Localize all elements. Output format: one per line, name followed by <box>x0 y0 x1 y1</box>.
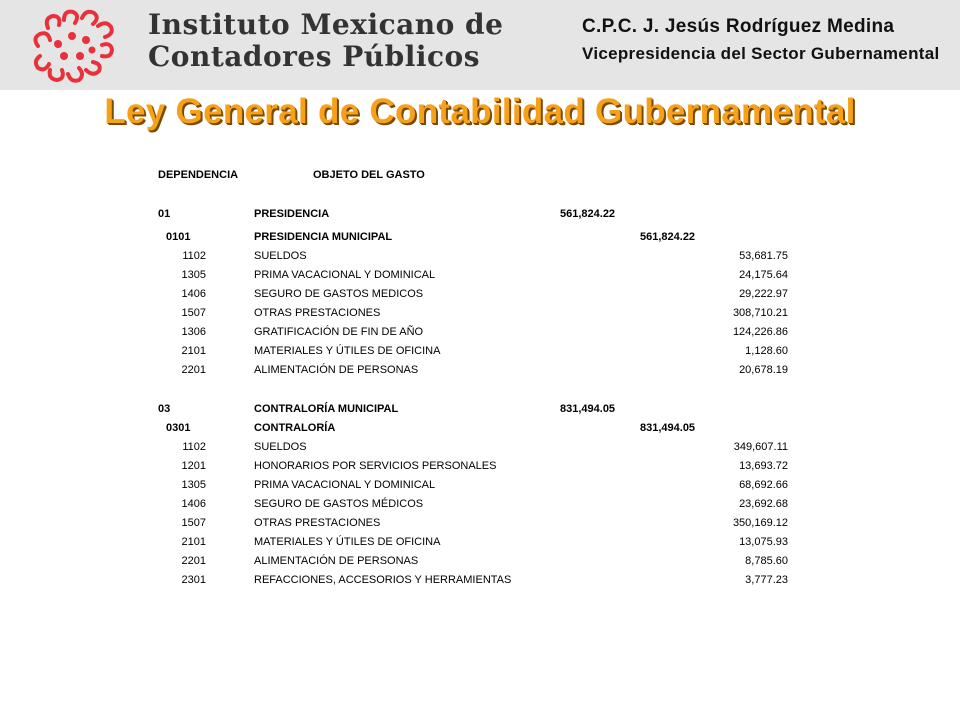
row-amount: 1,128.60 <box>745 345 788 357</box>
row-amount: 831,494.05 <box>560 403 616 415</box>
institute-name-line1: Instituto Mexicano de <box>148 8 504 41</box>
row-code: 1102 <box>182 250 206 262</box>
row-code: 1305 <box>181 479 206 491</box>
row-description: PRIMA VACACIONAL Y DOMINICAL <box>254 479 436 491</box>
row-code: 2101 <box>181 345 206 357</box>
presenter-name: C.P.C. J. Jesús Rodríguez Medina <box>582 16 895 37</box>
row-description: OTRAS PRESTACIONES <box>254 307 381 319</box>
row-amount: 561,824.22 <box>560 208 616 220</box>
row-description: REFACCIONES, ACCESORIOS Y HERRAMIENTAS <box>254 574 512 586</box>
row-code: 03 <box>158 403 171 415</box>
row-code: 2101 <box>181 536 206 548</box>
row-code: 2301 <box>181 574 206 586</box>
row-code: 1102 <box>182 441 206 453</box>
row-code: 1201 <box>181 460 206 472</box>
institute-name-line2: Contadores Públicos <box>148 40 480 73</box>
row-description: CONTRALORÍA MUNICIPAL <box>254 403 399 415</box>
row-description: SEGURO DE GASTOS MEDICOS <box>254 288 424 300</box>
presenter-role: Vicepresidencia del Sector Gubernamental <box>582 44 940 63</box>
row-amount: 23,692.68 <box>739 498 788 510</box>
row-code: 1406 <box>181 498 206 510</box>
row-code: 2201 <box>181 555 206 567</box>
row-description: PRESIDENCIA <box>254 208 330 220</box>
row-code: 2201 <box>181 364 206 376</box>
row-amount: 308,710.21 <box>732 307 788 319</box>
row-code: 01 <box>158 208 171 220</box>
row-amount: 29,222.97 <box>739 288 788 300</box>
row-amount: 13,693.72 <box>739 460 788 472</box>
row-description: MATERIALES Y ÚTILES DE OFICINA <box>254 536 441 548</box>
row-description: OTRAS PRESTACIONES <box>254 517 381 529</box>
row-description: PRIMA VACACIONAL Y DOMINICAL <box>254 269 436 281</box>
row-code: 1507 <box>181 307 206 319</box>
slide-title: Ley General de Contabilidad Gubernamental <box>104 92 856 131</box>
row-code: 0301 <box>166 422 191 434</box>
row-amount: 8,785.60 <box>745 555 788 567</box>
row-description: CONTRALORÍA <box>254 422 336 434</box>
row-amount: 349,607.11 <box>733 441 788 453</box>
row-amount: 53,681.75 <box>739 250 788 262</box>
row-description: SEGURO DE GASTOS MÉDICOS <box>254 498 424 510</box>
row-amount: 68,692.66 <box>739 479 788 491</box>
header-objeto-del-gasto: OBJETO DEL GASTO <box>313 169 425 181</box>
row-amount: 124,226.86 <box>732 326 788 338</box>
row-description: PRESIDENCIA MUNICIPAL <box>254 231 393 243</box>
row-code: 1507 <box>181 517 206 529</box>
row-description: ALIMENTACIÓN DE PERSONAS <box>254 364 419 376</box>
row-description: ALIMENTACIÓN DE PERSONAS <box>254 555 419 567</box>
row-amount: 350,169.12 <box>732 517 788 529</box>
row-amount: 13,075.93 <box>739 536 788 548</box>
row-amount: 3,777.23 <box>745 574 788 586</box>
row-amount: 20,678.19 <box>739 364 788 376</box>
row-code: 1306 <box>181 326 206 338</box>
row-description: SUELDOS <box>254 250 307 262</box>
row-description: MATERIALES Y ÚTILES DE OFICINA <box>254 345 441 357</box>
header-dependencia: DEPENDENCIA <box>158 169 239 181</box>
row-amount: 561,824.22 <box>640 231 696 243</box>
row-code: 1406 <box>181 288 206 300</box>
row-description: GRATIFICACIÓN DE FIN DE AÑO <box>254 326 424 338</box>
row-amount: 831,494.05 <box>640 422 696 434</box>
row-description: SUELDOS <box>254 441 307 453</box>
row-description: HONORARIOS POR SERVICIOS PERSONALES <box>254 460 497 472</box>
row-code: 1305 <box>181 269 206 281</box>
row-code: 0101 <box>166 231 191 243</box>
row-amount: 24,175.64 <box>739 269 788 281</box>
